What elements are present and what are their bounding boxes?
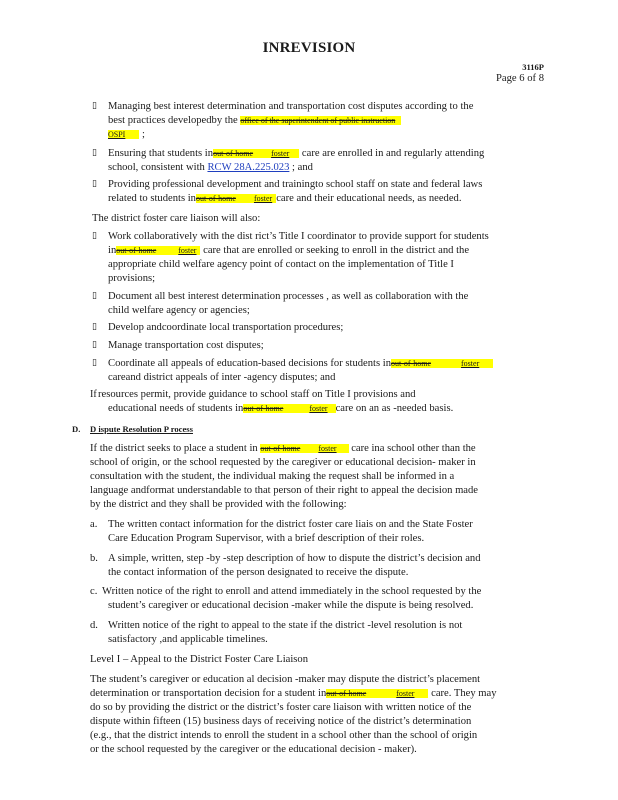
- bullet-marker-icon: ▯: [92, 291, 97, 301]
- text-line: Manage transportation cost disputes;: [108, 340, 264, 351]
- deleted-text: out-of-home: [213, 149, 271, 158]
- page-number: Page 6 of 8: [496, 73, 544, 84]
- list-label: b.: [90, 553, 98, 564]
- text-line: appropriate child welfare agency point of contact on the implementation of Title I: [108, 259, 454, 270]
- deleted-text: office of the superintendent of public instruction: [240, 116, 401, 125]
- section-title: D ispute Resolution P rocess: [90, 424, 193, 434]
- list-label: c.: [90, 586, 98, 597]
- bullet-marker-icon: ▯: [92, 101, 97, 111]
- level-one-heading: Level I – Appeal to the District Foster Care Liaison: [90, 654, 308, 665]
- deleted-text: out-of-home: [196, 194, 254, 203]
- text-line: Document all best interest determination processes , as well as collaboration with the: [108, 291, 469, 302]
- text-line: student’s caregiver or educational decision -maker while the dispute is being resolved.: [108, 600, 474, 611]
- policy-code: 3116P: [522, 62, 544, 72]
- text-line: Coordinate all appeals of education-based decisions for students inout-of-home foster: [108, 357, 493, 370]
- text-line: school of origin, or the school requested by the caregiver or educational decision- maker in: [90, 457, 476, 468]
- text-line: Written notice of the right to appeal to the state if the district -level resolution is not: [108, 620, 463, 631]
- deleted-text: out-of-home: [326, 689, 396, 698]
- inserted-text: foster: [396, 689, 428, 698]
- inserted-text: foster: [254, 194, 276, 203]
- section-letter: D.: [72, 424, 81, 434]
- text-line: the contact information of the person designated to receive the dispute.: [108, 567, 409, 578]
- text-line: Ensuring that students inout-of-home foster care are enrolled in and regularly attending: [108, 148, 485, 159]
- deleted-text: out-of-home: [391, 359, 461, 368]
- text-line: by the district and they shall be provided with the following:: [90, 499, 347, 510]
- liaison-intro: The district foster care liaison will also:: [92, 213, 261, 224]
- text-line: determination or transportation decision for a student inout-of-home foster care. They may: [90, 688, 497, 699]
- deleted-text: out-of-home: [260, 444, 318, 453]
- bullet-marker-icon: ▯: [92, 231, 97, 241]
- text-line: dispute within fifteen (15) business days of receiving notice of the district’s determination: [90, 716, 472, 727]
- text-line: Managing best interest determination and transportation cost disputes according to the: [108, 101, 474, 112]
- inserted-text: foster: [318, 444, 348, 453]
- text-line: or the school requested by the caregiver or the educational decision - maker).: [90, 744, 417, 755]
- text-line: do so by providing the district or the district’s foster care liaison with written notice of the: [90, 702, 472, 713]
- bullet-marker-icon: ▯: [92, 358, 97, 368]
- text-line: satisfactory ,and applicable timelines.: [108, 634, 268, 645]
- deleted-text: out-of-home: [243, 404, 309, 413]
- text-line: Care Education Program Supervisor, with a brief description of their roles.: [108, 533, 425, 544]
- text-line: best practices developedby the office of the superintendent of public instruction: [108, 114, 401, 127]
- text-line: school, consistent with RCW 28A.225.023 ; and: [108, 162, 313, 173]
- text-line: Work collaboratively with the dist rict’s Title I coordinator to provide support for students: [108, 231, 489, 242]
- deleted-text: out-of-home: [116, 246, 178, 255]
- text-line: related to students inout-of-home foster care and their educational needs, as needed.: [108, 193, 462, 204]
- rcw-link[interactable]: RCW 28A.225.023: [207, 162, 290, 173]
- text-line: resources permit, provide guidance to school staff on Title I provisions and: [98, 389, 416, 400]
- doc-title: INREVISION: [262, 40, 356, 56]
- text-line: OSPI ;: [108, 129, 145, 140]
- text-line: (e.g., that the district intends to enroll the student in a school other than the school of origin: [90, 730, 478, 741]
- text-line: careand district appeals of inter -agency disputes; and: [108, 372, 336, 383]
- text-line: Develop andcoordinate local transportation procedures;: [108, 322, 344, 333]
- text-line: A simple, written, step -by -step description of how to dispute the district’s decision and: [108, 553, 481, 564]
- text-line: The written contact information for the district foster care liais on and the State Foster: [108, 519, 473, 530]
- text-line: educational needs of students inout-of-home foster care on an as -needed basis.: [108, 403, 454, 414]
- inserted-text: foster: [309, 404, 335, 413]
- inserted-text: OSPI: [108, 130, 139, 139]
- text-line: If: [90, 389, 97, 400]
- inserted-text: foster: [271, 149, 299, 158]
- text-line: If the district seeks to place a student in out-of-home foster care ina school other than the: [90, 443, 476, 454]
- text-line: consultation with the student, the individual making the request shall be informed in a: [90, 471, 455, 482]
- list-label: d.: [90, 620, 98, 631]
- bullet-marker-icon: ▯: [92, 340, 97, 350]
- inserted-text: foster: [178, 246, 200, 255]
- text-line: inout-of-home foster care that are enrolled or seeking to enroll in the district and the: [108, 245, 470, 256]
- text-line: Written notice of the right to enroll and attend immediately in the school requested by the: [102, 586, 482, 597]
- bullet-marker-icon: ▯: [92, 179, 97, 189]
- inserted-text: foster: [461, 359, 493, 368]
- text-line: language andformat understandable to that person of their right to appeal the decision made: [90, 485, 479, 496]
- list-label: a.: [90, 519, 98, 530]
- text-line: The student’s caregiver or education al decision -maker may dispute the district’s placement: [90, 674, 481, 685]
- bullet-marker-icon: ▯: [92, 148, 97, 158]
- bullet-marker-icon: ▯: [92, 322, 97, 332]
- text-line: Providing professional development and trainingto school staff on state and federal laws: [108, 179, 483, 190]
- text-line: provisions;: [108, 273, 156, 284]
- text-line: child welfare agency or agencies;: [108, 305, 250, 316]
